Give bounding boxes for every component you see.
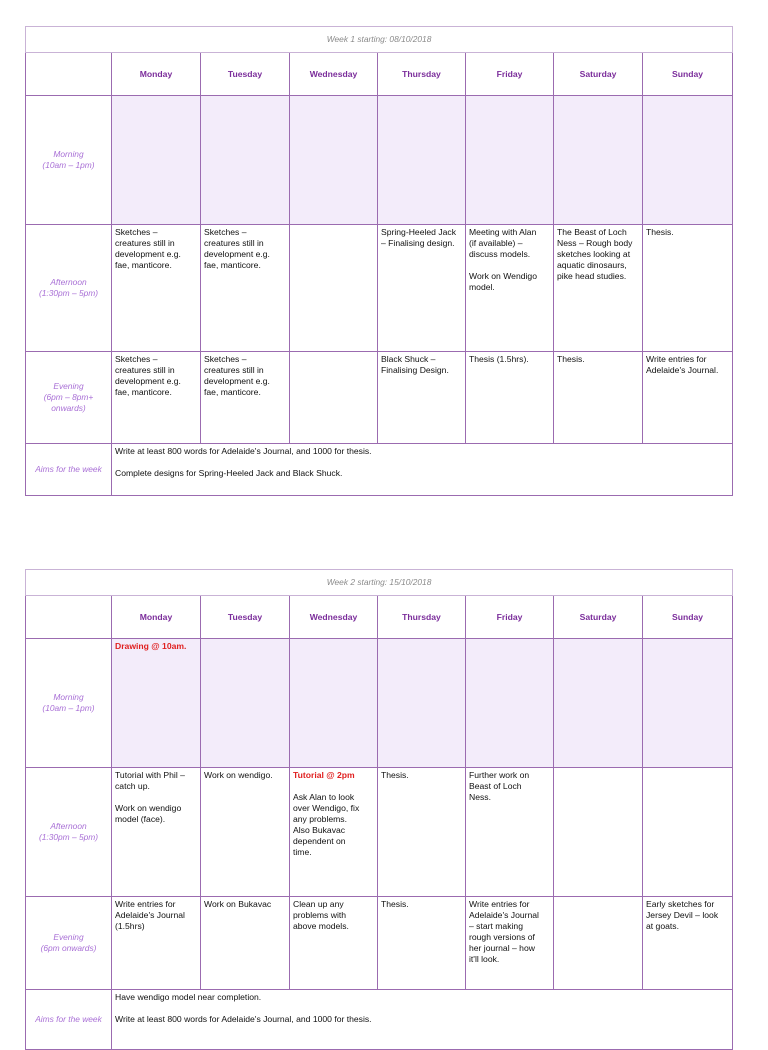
cell-text: Thesis. [381,899,409,909]
header-corner [26,53,112,96]
day-header-monday: Monday [112,596,201,639]
schedule-cell [290,96,378,225]
cell-text: Meeting with Alan (if available) – discuss models. Work on Wendigo model. [469,227,537,292]
schedule-cell [112,352,201,444]
schedule-cell [112,225,201,352]
schedule-cell [466,639,554,768]
aim-line: Write at least 800 words for Adelaide's Journal, and 1000 for thesis. [115,446,372,456]
aim-line: Have wendigo model near completion. [115,992,262,1002]
cell-text: Thesis. [381,770,409,780]
cell-text: Write entries for Adelaide's Journal (1.5hrs) [115,899,185,931]
evening-row [26,352,733,444]
day-header-wednesday: Wednesday [290,53,378,96]
aims-label: Aims for the week [26,444,112,496]
schedule-cell [201,639,290,768]
highlight-note: Tutorial @ 2pm [293,770,355,780]
day-header-sunday: Sunday [643,596,733,639]
week-1-table [25,26,733,496]
schedule-cell [290,352,378,444]
schedule-cell [643,96,733,225]
schedule-cell [290,897,378,990]
schedule-cell [466,96,554,225]
cell-text: Work on Bukavac [204,899,272,909]
schedule-cell [643,768,733,897]
schedule-cell [554,768,643,897]
schedule-cell [378,768,466,897]
evening-row [26,897,733,990]
schedule-cell [201,352,290,444]
schedule-cell [554,897,643,990]
header-corner [26,596,112,639]
cell-text: Sketches – creatures still in development e.g. fae, manticore. [115,227,181,270]
schedule-cell [201,225,290,352]
cell-text: Clean up any problems with above models. [293,899,349,931]
aim-line: Write at least 800 words for Adelaide's Journal, and 1000 for thesis. [115,1014,372,1024]
cell-text: Thesis (1.5hrs). [469,354,529,364]
schedule-cell [466,897,554,990]
day-header-tuesday: Tuesday [201,596,290,639]
afternoon-row [26,225,733,352]
schedule-cell [378,225,466,352]
afternoon-row [26,768,733,897]
schedule-cell [201,768,290,897]
day-header-saturday: Saturday [554,596,643,639]
schedule-cell [201,96,290,225]
morning-row [26,96,733,225]
time-slot-label: Morning (10am – 1pm) [26,96,112,225]
highlight-note: Drawing @ 10am. [115,641,187,651]
cell-text: Work on wendigo. [204,770,273,780]
cell-text: Sketches – creatures still in development e.g. fae, manticore. [204,227,270,270]
time-slot-label: Afternoon (1:30pm – 5pm) [26,768,112,897]
schedule-cell [554,352,643,444]
time-slot-label: Afternoon (1:30pm – 5pm) [26,225,112,352]
day-header-saturday: Saturday [554,53,643,96]
week-2-table [25,569,733,1050]
cell-text: Ask Alan to look over Wendigo, fix any problems. Also Bukavac dependent on time. [293,792,360,857]
schedule-cell [554,225,643,352]
cell-text: Sketches – creatures still in development e.g. fae, manticore. [115,354,181,397]
schedule-cell [643,352,733,444]
schedule-cell [643,225,733,352]
aims-row [26,990,733,1050]
cell-text: The Beast of Loch Ness – Rough body sketches looking at aquatic dinosaurs, pike head studies. [557,227,633,281]
schedule-cell [643,897,733,990]
week-title: Week 2 starting: 15/10/2018 [26,570,733,596]
day-header-friday: Friday [466,596,554,639]
aims-label: Aims for the week [26,990,112,1050]
cell-text: Black Shuck – Finalising Design. [381,354,449,375]
schedule-cell [466,768,554,897]
cell-text: Write entries for Adelaide's Journal – start making rough versions of her journal – how it'll look. [469,899,539,964]
cell-text: Sketches – creatures still in development e.g. fae, manticore. [204,354,270,397]
schedule-cell [378,897,466,990]
schedule-cell [112,639,201,768]
cell-text: Thesis. [557,354,585,364]
day-header-monday: Monday [112,53,201,96]
aims-text [112,444,733,496]
aims-text [112,990,733,1050]
cell-text: Tutorial with Phil – catch up. Work on wendigo model (face). [115,770,185,824]
day-header-wednesday: Wednesday [290,596,378,639]
time-slot-label: Morning (10am – 1pm) [26,639,112,768]
cell-text: Write entries for Adelaide's Journal. [646,354,719,375]
time-slot-label: Evening (6pm – 8pm+ onwards) [26,352,112,444]
schedule-cell [554,639,643,768]
cell-text: Early sketches for Jersey Devil – look at goats. [646,899,719,931]
schedule-cell [201,897,290,990]
day-header-row [26,596,733,639]
cell-text: Thesis. [646,227,674,237]
aim-line: Complete designs for Spring-Heeled Jack and Black Shuck. [115,468,343,478]
day-header-row [26,53,733,96]
schedule-cell [643,639,733,768]
schedule-cell [378,639,466,768]
morning-row [26,639,733,768]
schedule-cell [112,897,201,990]
time-slot-label: Evening (6pm onwards) [26,897,112,990]
day-header-friday: Friday [466,53,554,96]
schedule-cell [112,96,201,225]
schedule-cell [112,768,201,897]
aims-row [26,444,733,496]
schedule-cell [466,225,554,352]
week-title: Week 1 starting: 08/10/2018 [26,27,733,53]
schedule-cell [290,639,378,768]
schedule-cell [290,768,378,897]
schedule-cell [378,352,466,444]
day-header-sunday: Sunday [643,53,733,96]
cell-text: Further work on Beast of Loch Ness. [469,770,530,802]
schedule-cell [554,96,643,225]
schedule-cell [378,96,466,225]
day-header-thursday: Thursday [378,596,466,639]
schedule-cell [290,225,378,352]
schedule-cell [466,352,554,444]
day-header-thursday: Thursday [378,53,466,96]
day-header-tuesday: Tuesday [201,53,290,96]
cell-text: Spring-Heeled Jack – Finalising design. [381,227,456,248]
